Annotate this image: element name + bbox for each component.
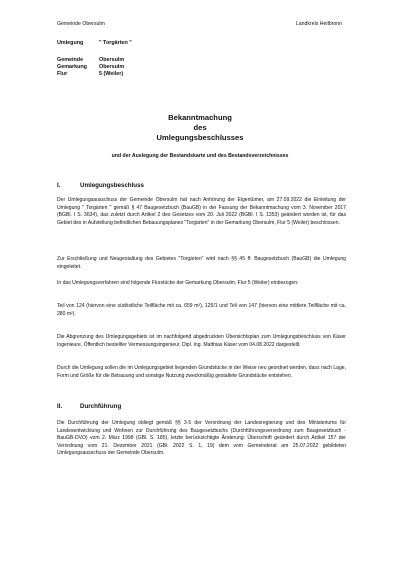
header-municipality: Gemeinde Obersulm <box>57 21 105 27</box>
subtitle: und der Auslegung der Bestandskarte und des Bestandsverzeichnisses <box>111 153 289 159</box>
info-umlegung-label: Umlegung <box>57 40 84 46</box>
section-2-number: II. <box>57 403 63 410</box>
info-flur-label: Flur <box>57 71 68 77</box>
info-gemarkung-value: Obersulm <box>99 64 125 70</box>
header-district: Landkreis Heilbronn <box>295 21 342 27</box>
info-umlegung-value: " Torgärten " <box>99 40 132 46</box>
section-1-paragraph-4: Teil von 124 (hiervon eine südöstliche Teilfläche mit ca. 659 m²), 125/1 und Teil von 147 (hiervon eine mittlere Teilfläche mit ca. 280 m²). <box>57 303 346 317</box>
section-1-paragraph-5: Die Abgrenzung des Umlegungsgebiets ist im nachfolgend abgedruckten Übersichtsplan zum Umlegungsbeschluss von Käser Ingenieure, Öffentlich bestellter Vermessungsingenieur, Dipl. Ing. Matthias Käser vom 04.08.2022 dargestellt. <box>57 334 346 348</box>
info-flur-value: 5 (Weiler) <box>99 71 124 77</box>
section-2-paragraph-1: Die Durchführung der Umlegung obliegt gemäß §§ 3-5 der Verordnung der Landesregierung und des Ministeriums für Landesentwicklung und Wohnen zur Durchführung des Baugesetzbuchs (Durchführungsverordnung zum Baugesetzbuch - BauGB-DVO) vom 2. März 1998 (GBl. S. 185), letzte berücksichtigte Änderung: Überschrift geändert durch Artikel 157 der Verordnung vom 21. Dezember 2021 (GBl. 2022 S. 1, 19) dem vom Gemeinderat am 25.07.2022 gebildeten Umlegungsausschuss der Gemeinde Obersulm. <box>57 420 346 457</box>
title-line-3: Umlegungsbeschlusses <box>156 133 244 142</box>
info-flur-row <box>57 71 123 77</box>
section-1-paragraph-1: Der Umlegungsausschuss der Gemeinde Obersulm hat nach Anhörung der Eigentümer, am 27.09.2022 die Einleitung der Umlegung " Torgärten " gemäß § 47 Baugesetzbuch (BauGB) in der Fassung der Bekanntmachung vom 3. November 2017 (BGBl. I S. 3634), das zuletzt durch Artikel 2 des Gesetzes vom 20. Juli 2022 (BGBl. I S. 1353) geändert worden ist, für das Gebiet des in Aufstellung befindlichen Bebauungsplanes "Torgärten" in der Gemarkung Obersulm, Flur 5 (Weiler) beschlossen. <box>57 197 346 226</box>
info-gemeinde-label: Gemeinde <box>57 57 84 63</box>
title-line-1: Bekanntmachung <box>168 113 232 122</box>
info-gemarkung-row <box>57 64 124 70</box>
section-1-paragraph-6: Durch die Umlegung sollen die im Umlegungsgebiet liegenden Grundstücke in der Weise neu geordnet werden, dass nach Lage, Form und Größe für die Bebauung und sonstige Nutzung zweckmäßig gestaltete Grundstücke entstehen. <box>57 365 346 379</box>
info-gemeinde-value: Obersulm <box>99 57 125 63</box>
section-1-paragraph-3: In das Umlegungsverfahren sind folgende Flurstücke der Gemarkung Obersulm, Flur 5 (Weiler) einbezogen: <box>57 280 299 286</box>
section-2-title: Durchführung <box>80 403 122 410</box>
section-1-title: Umlegungsbeschluss <box>80 182 144 189</box>
info-umlegung-row <box>57 40 132 46</box>
section-2-heading <box>57 403 121 410</box>
info-gemarkung-label: Gemarkung <box>57 64 87 70</box>
section-1-paragraph-2: Zur Erschließung und Neugestaltung des Gebietes "Torgärten" wird nach §§ 45 ff. Baugesetzbuch (BauGB) die Umlegung eingeleitet. <box>57 256 346 270</box>
title-line-2: des <box>193 123 207 132</box>
info-gemeinde-row <box>57 57 124 63</box>
section-1-number: I. <box>57 182 61 189</box>
section-1-heading <box>57 182 144 189</box>
